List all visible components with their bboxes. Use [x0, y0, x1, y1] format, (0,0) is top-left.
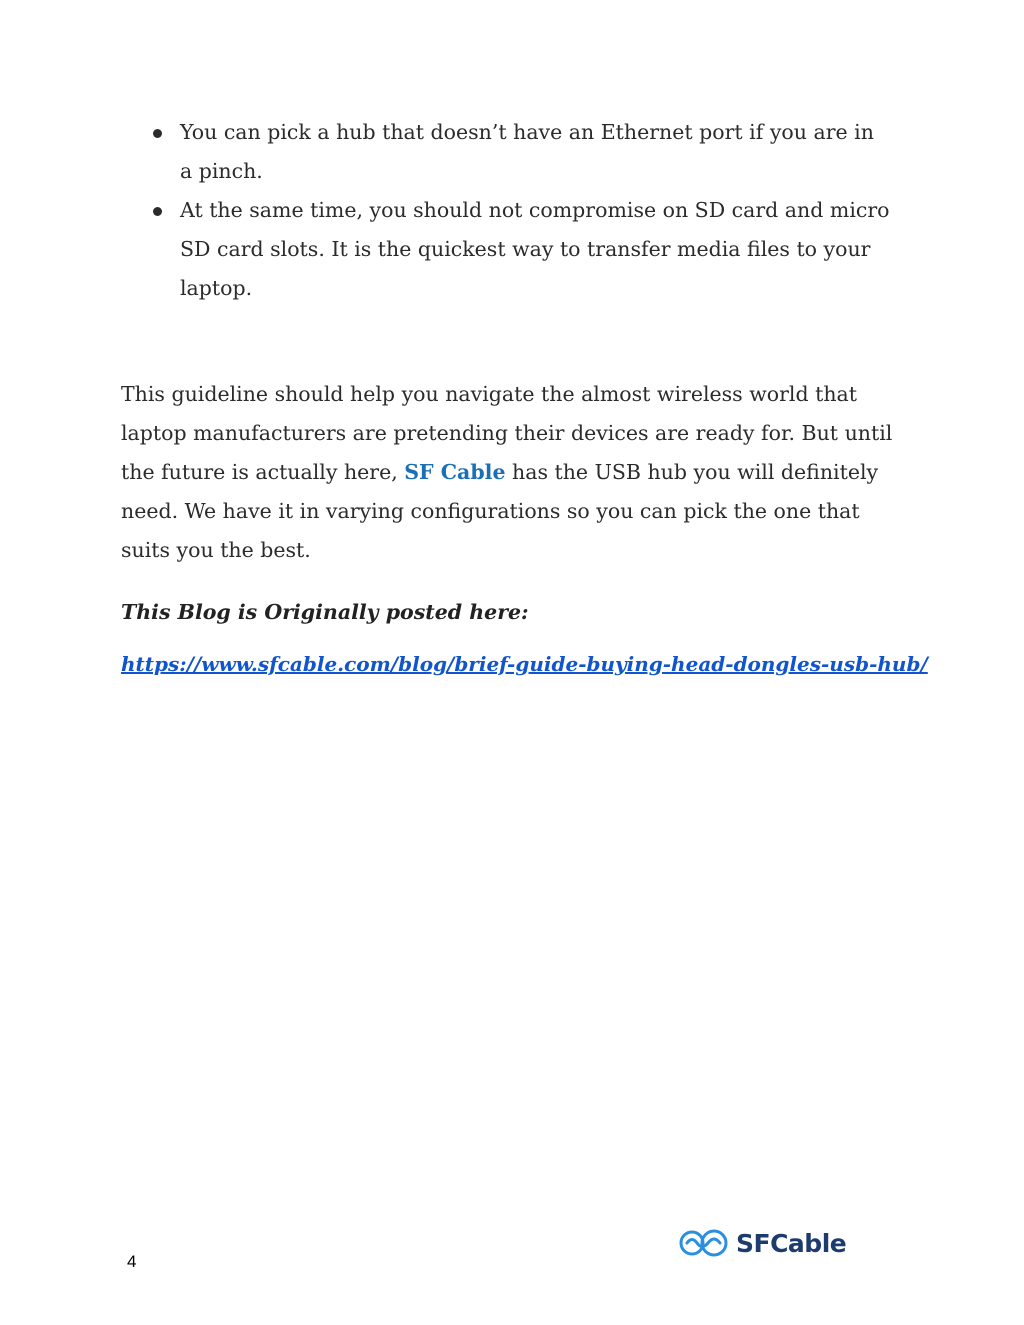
origin-label: This Blog is Originally posted here: — [121, 600, 529, 624]
list-item — [150, 191, 890, 308]
bullet-icon — [153, 207, 162, 216]
page-number: 4 — [127, 1252, 137, 1271]
sfcable-logo — [678, 1226, 846, 1260]
bullet-list — [150, 113, 890, 308]
bullet-icon — [153, 129, 162, 138]
paragraph-text-before: This guideline should help you navigate the almost wireless world that laptop manufacturers are pretending their devices are ready for. But until the future is actually here, — [121, 382, 893, 484]
bullet-text: At the same time, you should not compromise on SD card and micro SD card slots. It is the quickest way to transfer media files to your laptop. — [180, 198, 890, 300]
logo-text: SFCable — [736, 1228, 847, 1258]
sf-cable-link[interactable]: SF Cable — [404, 460, 506, 484]
origin-url-link[interactable]: https://www.sfcable.com/blog/brief-guide-buying-head-dongles-usb-hub/ — [121, 652, 928, 676]
bullet-text: You can pick a hub that doesn’t have an Ethernet port if you are in a pinch. — [180, 120, 874, 183]
infinity-cable-icon — [678, 1226, 732, 1260]
list-item — [150, 113, 890, 191]
paragraph-text-after: has the USB hub you will definitely need. We have it in varying configurations so you can pick the one that suits you the best. — [121, 460, 879, 562]
body-paragraph — [121, 375, 911, 570]
